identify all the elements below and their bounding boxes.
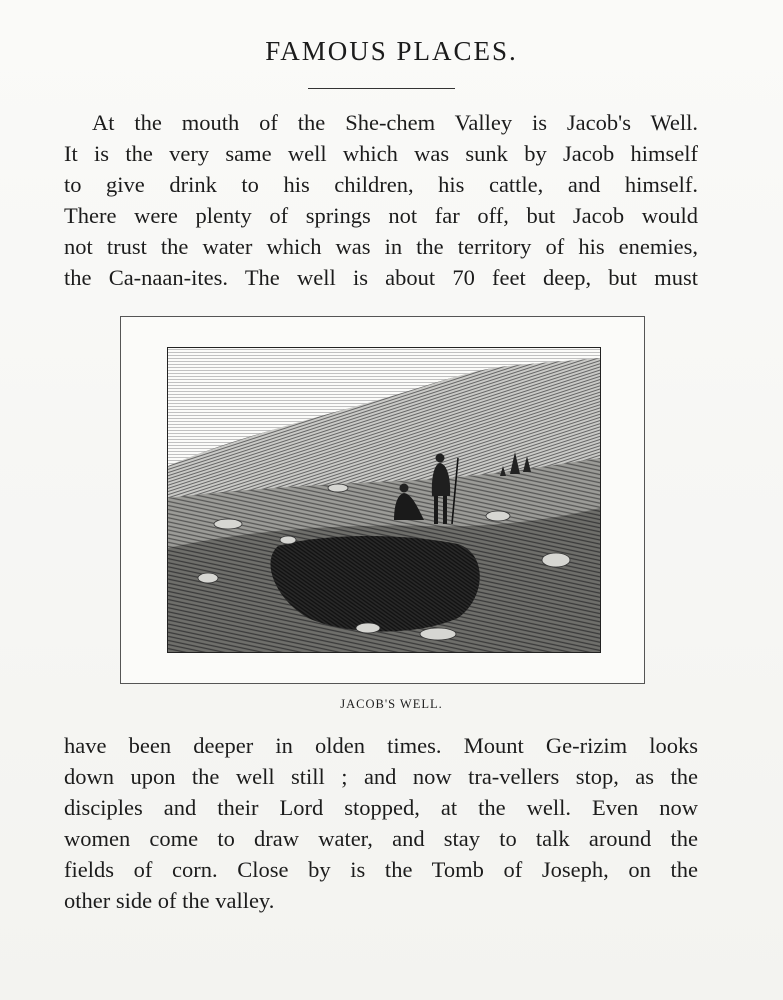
jacobs-well-engraving bbox=[167, 347, 601, 653]
text-line: At the mouth of the She-chem Valley is Jacob's Well. bbox=[92, 110, 698, 135]
text-line: disciples and their Lord stopped, at the well. Even now bbox=[64, 795, 698, 820]
engraving-image bbox=[168, 348, 600, 652]
text-line: There were plenty of springs not far off, but Jacob would bbox=[64, 203, 698, 228]
illustration-plate bbox=[120, 316, 645, 684]
bottom-paragraph bbox=[64, 730, 698, 916]
page-title: FAMOUS PLACES. bbox=[265, 36, 518, 66]
text-line: to give drink to his children, his cattle, and himself. bbox=[64, 172, 698, 197]
text-line: not trust the water which was in the territory of his enemies, bbox=[64, 234, 698, 259]
text-line: the Ca-naan-ites. The well is about 70 feet deep, but must bbox=[64, 265, 698, 290]
top-paragraph bbox=[64, 107, 698, 293]
text-line: women come to draw water, and stay to talk around the bbox=[64, 826, 698, 851]
text-line: It is the very same well which was sunk by Jacob himself bbox=[64, 141, 698, 166]
text-line: fields of corn. Close by is the Tomb of Joseph, on the bbox=[64, 857, 698, 882]
text-line: down upon the well still ; and now tra-vellers stop, as the bbox=[64, 764, 698, 789]
text-line: have been deeper in olden times. Mount Ge-rizim looks bbox=[64, 733, 698, 758]
title-rule bbox=[308, 88, 455, 89]
text-line: other side of the valley. bbox=[64, 888, 275, 913]
illustration-caption: JACOB'S WELL. bbox=[340, 697, 443, 711]
